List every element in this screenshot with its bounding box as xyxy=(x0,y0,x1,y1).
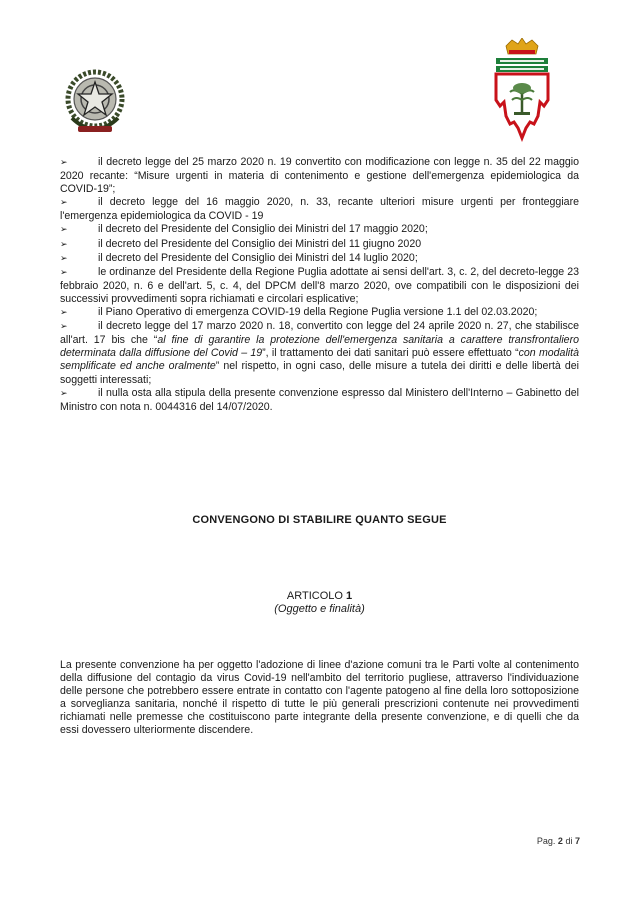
list-item xyxy=(60,156,579,196)
arrow-bullet-icon: ➢ xyxy=(60,388,68,399)
article-label: ARTICOLO xyxy=(286,590,343,602)
list-item-text: le ordinanze del Presidente della Regione Puglia adottate ai sensi dell'art. 3, c. 2, del decreto-legge 23 febbraio 2020, n. 6 e dell'art. 5, c. 4, del DPCM dell'8 marzo 2020, ove compatibili con le disposizioni dei successivi provvedimenti sopra richiamati e circolari esplicative; xyxy=(60,265,579,305)
emblem-of-italy-icon xyxy=(62,66,128,138)
list-item-text: il decreto del Presidente del Consiglio dei Ministri del 17 maggio 2020; xyxy=(98,223,428,236)
list-item xyxy=(60,320,579,386)
arrow-bullet-icon: ➢ xyxy=(60,308,68,319)
arrow-bullet-icon: ➢ xyxy=(60,239,68,250)
list-item-text: il decreto del Presidente del Consiglio dei Ministri del 11 giugno 2020 xyxy=(98,237,422,250)
arrow-bullet-icon: ➢ xyxy=(60,253,68,264)
article-body-paragraph: La presente convenzione ha per oggetto l'adozione di linee d'azione comuni tra le Parti volte al contenimento della diffusione del contagio da virus Covid-19 nell'ambito del territorio pugliese, attraverso l'individuazione delle persone che potrebbero essere entrate in contatto con l'agente patogeno al fine della loro sottoposizione a sorveglianza sanitaria, nonché il rispetto di tutte le più generali prescrizioni contenute nei provvedimenti richiamati nelle premesse che costituiscono parte integrante della presente convenzione, e di quelli che da essi dovessero ulteriormente discendere. xyxy=(60,659,579,737)
article-heading xyxy=(60,590,579,602)
list-item xyxy=(60,238,579,252)
list-item-text: il decreto legge del 17 marzo 2020 n. 18, convertito con legge del 24 aprile 2020 n. 27, che stabilisce all'art. 17 bis che “ xyxy=(60,320,579,347)
list-item-text: il decreto legge del 16 maggio 2020, n. 33, recante ulteriori misure urgenti per fronteggiare l'emergenza epidemiologica da COVID - 19 xyxy=(60,196,579,223)
quoted-italic-text: con modalità semplificate ed anche oralmente xyxy=(60,347,579,373)
page-number xyxy=(470,836,580,846)
list-item-text: il decreto del Presidente del Consiglio dei Ministri del 14 luglio 2020; xyxy=(98,251,418,264)
list-item-text-continued: ”, il trattamento dei dati sanitari può essere effettuato “ xyxy=(262,347,519,360)
list-item xyxy=(60,266,579,306)
article-subtitle: (Oggetto e finalità) xyxy=(274,603,365,615)
page-number-prefix: Pag. xyxy=(536,836,556,846)
arrow-bullet-icon: ➢ xyxy=(60,267,68,278)
list-item-text: il Piano Operativo di emergenza COVID-19 della Regione Puglia versione 1.1 del 02.03.2020; xyxy=(98,306,538,319)
list-item xyxy=(60,387,579,414)
arrow-bullet-icon: ➢ xyxy=(60,225,68,236)
list-item-text: il decreto legge del 25 marzo 2020 n. 19 convertito con modificazione con legge n. 35 del 22 maggio 2020 recante: “Misure urgenti in materia di contenimento e gestione dell'emergenza epidemiologica da COVID-19”; xyxy=(60,156,579,196)
page-number-separator: di xyxy=(565,836,573,846)
premises-list xyxy=(60,156,579,414)
list-item-text: il nulla osta alla stipula della presente convenzione espresso dal Ministero dell'Interno – Gabinetto del Ministro con nota n. 0044316 del 14/07/2020. xyxy=(60,386,579,413)
list-item xyxy=(60,252,579,266)
quoted-italic-text: al fine di garantire la protezione dell'emergenza sanitaria a carattere transfrontaliero determinata dalla diffusione del Covid – 19 xyxy=(60,334,579,360)
page-number-current: 2 xyxy=(557,836,563,846)
article-number: 1 xyxy=(345,590,353,602)
arrow-bullet-icon: ➢ xyxy=(60,322,68,333)
list-item xyxy=(60,306,579,320)
section-heading: CONVENGONO DI STABILIRE QUANTO SEGUE xyxy=(192,514,447,526)
arrow-bullet-icon: ➢ xyxy=(60,198,68,209)
page-number-total: 7 xyxy=(574,836,580,846)
list-item xyxy=(60,223,579,237)
list-item-text-continued: ” nel rispetto, in ogni caso, delle misure a tutela dei diritti e delle libertà dei soggetti interessati; xyxy=(60,360,579,386)
arrow-bullet-icon: ➢ xyxy=(60,158,68,168)
list-item xyxy=(60,196,579,223)
coat-of-arms-regione-puglia-icon xyxy=(492,38,552,142)
